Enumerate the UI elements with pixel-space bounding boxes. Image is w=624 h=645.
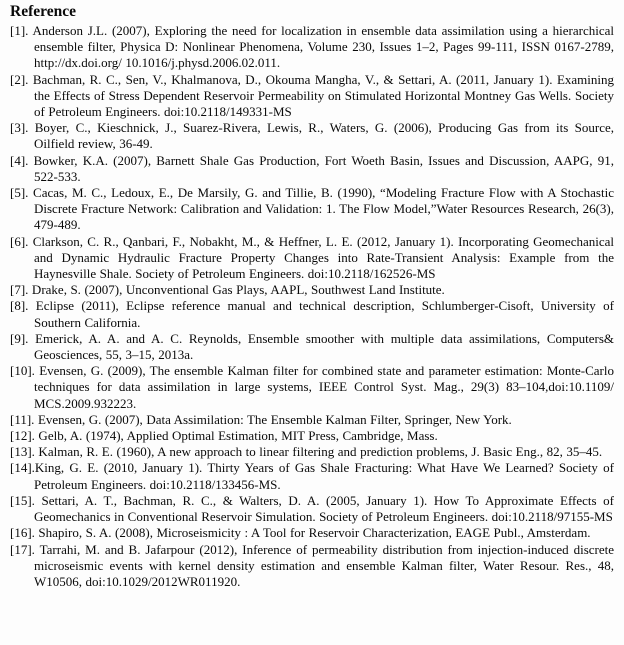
reference-item — [10, 72, 614, 121]
reference-item — [10, 185, 614, 234]
reference-number-label: [14]. — [10, 460, 35, 476]
reference-number-label: [15]. — [10, 492, 35, 508]
reference-number-label: [3]. — [10, 120, 29, 136]
reference-text: Clarkson, C. R., Qanbari, F., Nobakht, M., & Heffner, L. E. (2012, January 1). Incorporating Geomechanical and Dynamic Hydraulic Fracture Property Changes into Rate-Transient Analysis: Example from the Haynesville Shale. Society of Petroleum Engineers. doi:10.2118/162526-MS — [28, 233, 614, 282]
reference-item — [10, 331, 614, 363]
reference-number-label: [5]. — [10, 185, 29, 201]
reference-text: Tarrahi, M. and B. Jafarpour (2012), Inference of permeability distribution from injection-induced discrete microseismic events with kernel density estimation and ensemble Kalman filter, Water Resour. Res., 48, W10506, doi:10.1029/2012WR011920. — [34, 541, 614, 589]
reference-text: Bowker, K.A. (2007), Barnett Shale Gas Production, Fort Woeth Basin, Issues and Discussion, AAPG, 91, 522-533. — [28, 152, 614, 184]
reference-number-label: [11]. — [10, 411, 35, 427]
reference-number-label: [17]. — [10, 541, 35, 557]
reference-text: King, G. E. (2010, January 1). Thirty Years of Gas Shale Fracturing: What Have We Learned? Society of Petroleum Engineers. doi:10.2118/133456-MS. — [34, 460, 614, 492]
reference-item — [10, 282, 614, 298]
reference-item — [10, 234, 614, 283]
reference-number-label: [2]. — [10, 71, 29, 87]
reference-item — [10, 120, 614, 152]
reference-item — [10, 444, 614, 460]
reference-item — [10, 363, 614, 412]
reference-number-label: [7]. — [10, 282, 29, 298]
reference-number-label: [6]. — [10, 233, 29, 249]
reference-item — [10, 298, 614, 330]
reference-text: Evensen, G. (2007), Data Assimilation: The Ensemble Kalman Filter, Springer, New York. — [34, 411, 512, 427]
reference-number-label: [1]. — [10, 23, 29, 38]
reference-item — [10, 153, 614, 185]
reference-text: Shapiro, S. A. (2008), Microseismicity : A Tool for Reservoir Characterization, EAGE Publ., Amsterdam. — [34, 525, 591, 541]
reference-number-label: [13]. — [10, 444, 35, 460]
reference-text: Gelb, A. (1974), Applied Optimal Estimation, MIT Press, Cambridge, Mass. — [34, 428, 438, 444]
reference-text: Bachman, R. C., Sen, V., Khalmanova, D., Okouma Mangha, V., & Settari, A. (2011, January 1). Examining the Effects of Stress Dependent Reservoir Permeability on Stimulated Horizontal Montney Gas Wells. Society of Petroleum Engineers. doi:10.2118/149331-MS — [28, 71, 614, 120]
reference-text: Evensen, G. (2009), The ensemble Kalman filter for combined state and parameter estimation: Monte-Carlo techniques for data assimilation in large systems, IEEE Control Syst. Mag., 29(3) 83–104,doi:10.1109/ MCS.2009.932223. — [34, 363, 614, 411]
reference-number-label: [16]. — [10, 525, 35, 541]
reference-item — [10, 542, 614, 591]
reference-number-label: [9]. — [10, 330, 29, 346]
reference-number-label: [8]. — [10, 298, 29, 314]
page-title: Reference — [10, 3, 76, 20]
reference-text: Settari, A. T., Bachman, R. C., & Walters, D. A. (2005, January 1). How To Approximate Effects of Geomechanics in Conventional Reservoir Simulation. Society of Petroleum Engineers. doi:10.2118/97155-MS — [34, 492, 614, 525]
reference-text: Emerick, A. A. and A. C. Reynolds, Ensemble smoother with multiple data assimilations, Computers& Geosciences, 55, 3–15, 2013a. — [28, 330, 614, 363]
reference-item — [10, 460, 614, 492]
reference-text: Boyer, C., Kieschnick, J., Suarez-Rivera, Lewis, R., Waters, G. (2006), Producing Gas from its Source, Oilfield review, 36-49. — [28, 120, 614, 152]
reference-text: Drake, S. (2007), Unconventional Gas Plays, AAPL, Southwest Land Institute. — [28, 282, 445, 298]
reference-text: Eclipse (2011), Eclipse reference manual and technical description, Schlumberger-Cisoft, University of Southern California. — [28, 298, 614, 330]
reference-text: Kalman, R. E. (1960), A new approach to linear filtering and prediction problems, J. Basic Eng., 82, 35–45. — [34, 444, 603, 460]
reference-item — [10, 428, 614, 444]
reference-item — [10, 493, 614, 525]
reference-number-label: [10]. — [10, 363, 35, 379]
reference-number-label: [4]. — [10, 152, 29, 168]
reference-list — [10, 23, 614, 590]
reference-text: Cacas, M. C., Ledoux, E., De Marsily, G. and Tillie, B. (1990), “Modeling Fracture Flow with A Stochastic Discrete Fracture Network: Calibration and Validation: 1. The Flow Model,”Water Resources Research, 26(3), 479-489. — [28, 185, 614, 233]
reference-item — [10, 525, 614, 541]
reference-number-label: [12]. — [10, 428, 35, 444]
reference-item — [10, 412, 614, 428]
reference-text: Anderson J.L. (2007), Exploring the need for localization in ensemble data assimilation using a hierarchical ensemble filter, Physica D: Nonlinear Phenomena, Volume 230, Issues 1–2, Pages 99-111, ISSN 0167-2789, http://dx.doi.org/ 10.1016/j.physd.2006.02.011. — [28, 23, 614, 71]
reference-item — [10, 23, 614, 72]
